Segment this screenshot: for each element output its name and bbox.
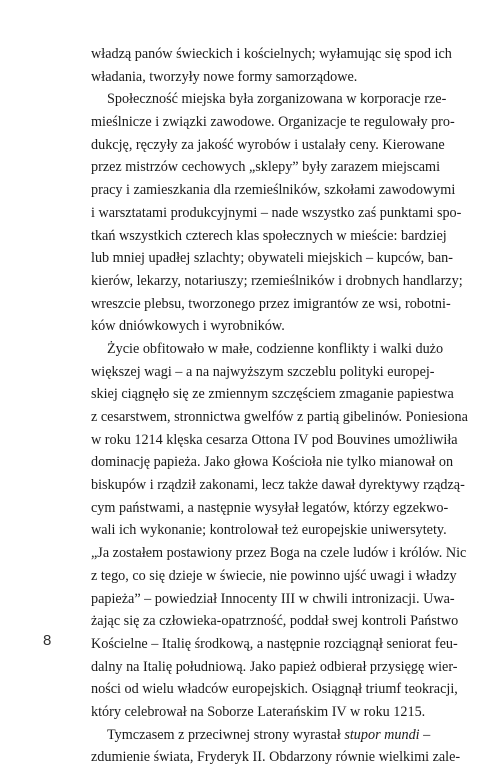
text-line: skiej ciągnęło się ze zmiennym szczęściem zmaganie papiestwa: [91, 386, 454, 403]
text-line: władzą panów świeckich i kościelnych; wyłamując się spod ich: [91, 46, 452, 62]
text-line: kierów, lekarzy, notariuszy; rzemieślników i drobnych handlarzy;: [91, 272, 463, 289]
text-line: dukcję, ręczyły za jakość wyrobów i ustalały ceny. Kierowane: [91, 136, 445, 153]
text-line: Życie obfitowało w małe, codzienne konflikty i walki dużo: [107, 340, 444, 357]
text-line: tkań wszystkich czterech klas społecznych w mieście: bardziej: [91, 227, 447, 244]
text-line: z tego, co się dzieje w świecie, nie powinno ujść uwagi i władzy: [91, 567, 457, 584]
text-line: Społeczność miejska była zorganizowana w korporacje rze-: [107, 91, 447, 108]
text-line: przez mistrzów cechowych „sklepy” były zarazem miejscami: [91, 159, 441, 176]
text-line: żając się za człowieka-opatrzność, poddał swej kontroli Państwo: [91, 613, 459, 630]
text-line: zdumienie świata, Fryderyk II. Obdarzony równie wielkimi zale-: [91, 749, 461, 766]
text-line: mieślnicze i związki zawodowe. Organizacje te regulowały pro-: [91, 114, 455, 131]
text-line: z cesarstwem, stronnictwa gwelfów z partią gibelinów. Poniesiona: [91, 409, 468, 425]
text-line: cym państwami, a następnie wysyłał legatów, którzy egzekwo-: [91, 499, 449, 516]
text-line: ków dniówkowych i wyrobników.: [91, 318, 285, 335]
text-line: w roku 1214 klęska cesarza Ottona IV pod Bouvines umożliwiła: [91, 431, 458, 448]
text-line: i warsztatami produkcyjnymi – nade wszystko zaś punktami spo-: [91, 204, 462, 221]
text-line: ności od wielu władców europejskich. Osiągnął triumf teokracji,: [91, 681, 458, 698]
text-line: dalny na Italię południową. Jako papież odbierał przysięgę wier-: [91, 658, 458, 675]
body-text: [91, 43, 468, 769]
page-number: 8: [43, 632, 52, 649]
text-line: papieża” – powiedział Innocenty III w chwili intronizacji. Uwa-: [91, 590, 455, 607]
text-line: biskupów i rządził zakonami, lecz także dawał dyrektywy rządzą-: [91, 477, 465, 494]
text-line: wali ich wykonanie; kontrolował też europejskie uniwersytety.: [91, 522, 447, 539]
text-line: „Ja zostałem postawiony przez Boga na czele ludów i królów. Nic: [91, 545, 467, 562]
text-line: władania, tworzyły nowe formy samorządowe.: [91, 68, 358, 85]
text-line: wreszcie plebsu, tworzonego przez imigrantów ze wsi, robotni-: [91, 295, 451, 312]
text-line: Kościelne – Italię środkową, a następnie rozciągnął seniorat feu-: [91, 635, 458, 652]
text-line: dominację papieża. Jako głowa Kościoła nie tylko mianował on: [91, 454, 454, 471]
text-line: większej wagi – a na najwyższym szczeblu polityki europej-: [91, 363, 435, 380]
text-line: który celebrował na Soborze Laterańskim IV w roku 1215.: [91, 703, 426, 720]
text-line: Tymczasem z przeciwnej strony wyrastał stupor mundi –: [107, 726, 431, 743]
text-line: lub mniej upadłej szlachty; obywateli miejskich – kupców, ban-: [91, 250, 453, 267]
text-line: pracy i zamieszkania dla rzemieślników, szkołami zawodowymi: [91, 182, 456, 199]
